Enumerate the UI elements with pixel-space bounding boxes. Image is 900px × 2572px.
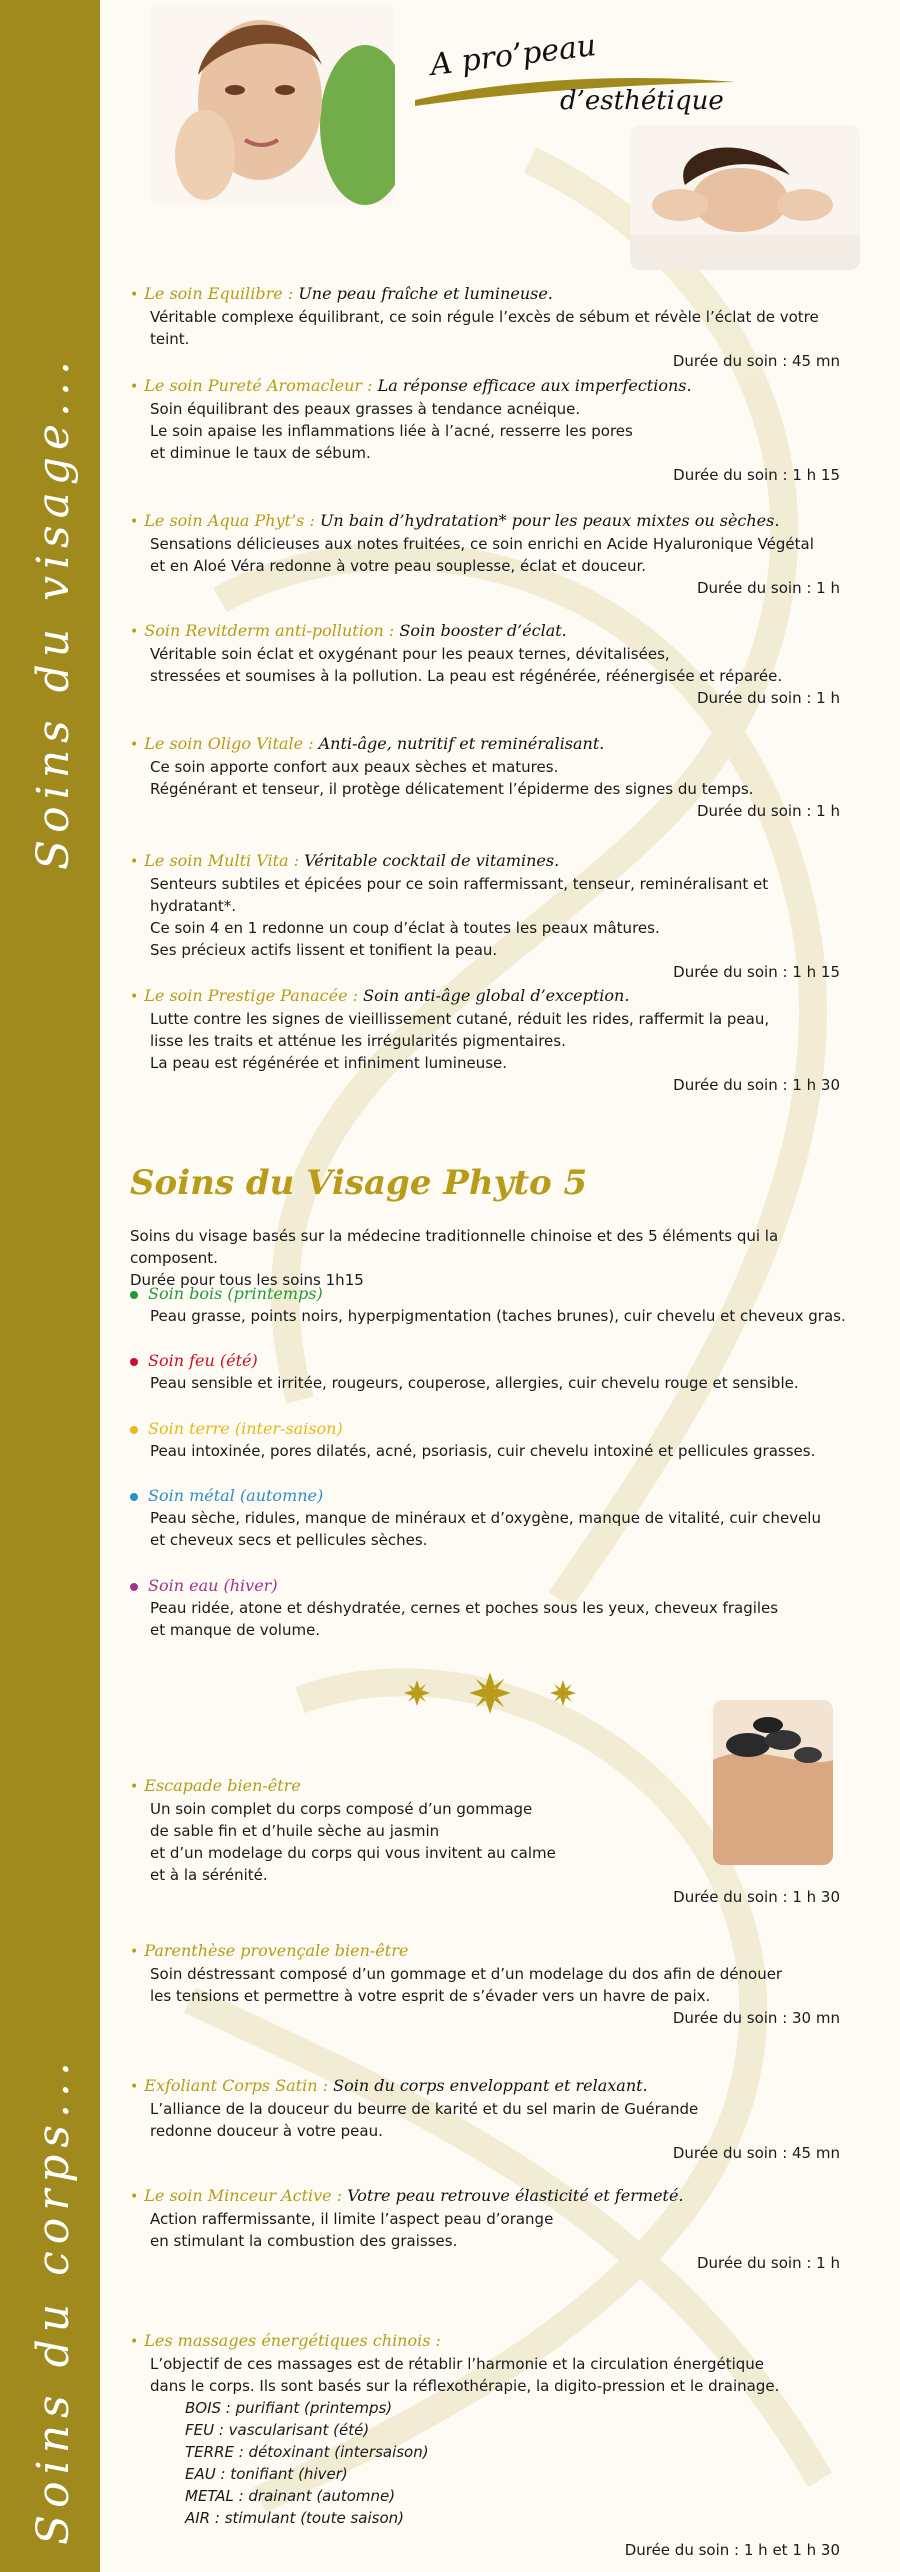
entry-duration: Durée du soin : 1 h 15 <box>673 963 840 981</box>
entry-heading <box>130 510 850 533</box>
bullet-icon: • <box>130 2079 139 2095</box>
entry-heading <box>130 375 850 398</box>
entry-body: Soin équilibrant des peaux grasses à tendance acnéique. Le soin apaise les inflammations liée à l’acné, resserre les pores et diminue le taux de sébum. <box>150 400 633 462</box>
element-heading <box>130 1283 850 1305</box>
entry-duration: Durée du soin : 1 h et 1 h 30 <box>624 2541 840 2559</box>
bullet-dot-icon <box>130 1493 138 1501</box>
element-name: Soin feu (été) <box>148 1351 258 1370</box>
side-title-visage: Soins du visage... <box>28 353 79 870</box>
massage-item: BOIS : purifiant (printemps) <box>185 2399 393 2417</box>
entry-tagline: Un bain d’hydratation* pour les peaux mixtes ou sèches. <box>319 511 780 530</box>
entry-heading <box>130 733 850 756</box>
bullet-icon: • <box>130 1779 139 1795</box>
entry-tagline: La réponse efficace aux imperfections. <box>377 376 692 395</box>
entry-name: Le soin Minceur Active : <box>144 2186 343 2205</box>
entry-heading <box>130 1940 850 1963</box>
entry-duration: Durée du soin : 30 mn <box>672 2009 840 2027</box>
element-body: Peau sensible et irritée, rougeurs, couperose, allergies, cuir chevelu rouge et sensible. <box>150 1374 799 1392</box>
service-entry <box>130 283 850 372</box>
bullet-dot-icon <box>130 1291 138 1299</box>
entry-name: Parenthèse provençale bien-être <box>144 1941 409 1960</box>
entry-body: L’alliance de la douceur du beurre de karité et du sel marin de Guérande redonne douceur à votre peau. <box>150 2100 699 2140</box>
service-entry <box>130 1775 850 1908</box>
element-name: Soin bois (printemps) <box>148 1284 323 1303</box>
face-care-photo <box>150 5 395 205</box>
bullet-icon: • <box>130 2189 139 2205</box>
phyto-title: Soins du Visage Phyto 5 <box>130 1163 588 1203</box>
massage-item: TERRE : détoxinant (intersaison) <box>185 2443 429 2461</box>
entry-name: Le soin Multi Vita : <box>144 851 300 870</box>
phyto-intro: Soins du visage basés sur la médecine traditionnelle chinoise et des 5 éléments qui la composent. Durée pour tous les soins 1h15 <box>130 1227 779 1289</box>
element-heading <box>130 1575 850 1597</box>
entry-body: Lutte contre les signes de vieillissement cutané, réduit les rides, raffermit la peau, lisse les traits et atténue les irrégularités pigmentaires. La peau est régénérée et infiniment lumineuse. <box>150 1010 770 1072</box>
massage-items <box>130 2397 850 2529</box>
entry-tagline: Votre peau retrouve élasticité et fermeté. <box>347 2186 684 2205</box>
entry-name: Le soin Prestige Panacée : <box>144 986 359 1005</box>
service-entry <box>130 620 850 709</box>
entry-tagline: Véritable cocktail de vitamines. <box>304 851 560 870</box>
massage-item: METAL : drainant (automne) <box>185 2487 396 2505</box>
entry-name: Exfoliant Corps Satin : <box>144 2076 329 2095</box>
phyto-element <box>130 1350 850 1394</box>
service-entry <box>130 985 850 1096</box>
entry-duration: Durée du soin : 1 h 30 <box>673 1076 840 1094</box>
bullet-icon: • <box>130 1944 139 1960</box>
entry-duration: Durée du soin : 45 mn <box>672 2144 840 2162</box>
element-heading <box>130 1350 850 1372</box>
entry-name: Le soin Pureté Aromacleur : <box>144 376 373 395</box>
entry-heading <box>130 985 850 1008</box>
entry-body: Véritable soin éclat et oxygénant pour les peaux ternes, dévitalisées, stressées et soumises à la pollution. La peau est régénérée, réénergisée et réparée. <box>150 645 783 685</box>
element-name: Soin eau (hiver) <box>148 1576 278 1595</box>
entry-heading <box>130 2075 850 2098</box>
entry-heading <box>130 283 850 306</box>
entry-duration: Durée du soin : 1 h <box>697 689 840 707</box>
bullet-icon: • <box>130 624 139 640</box>
entry-tagline: Soin anti-âge global d’exception. <box>363 986 630 1005</box>
entry-body: Un soin complet du corps composé d’un gommage de sable fin et d’huile sèche au jasmin et d’un modelage du corps qui vous invitent au calme et à la sérénité. <box>150 1800 556 1884</box>
element-heading <box>130 1485 850 1507</box>
entry-tagline: Soin du corps enveloppant et relaxant. <box>333 2076 648 2095</box>
service-entry <box>130 850 850 983</box>
bullet-icon: • <box>130 287 139 303</box>
bullet-dot-icon <box>130 1583 138 1591</box>
element-body: Peau ridée, atone et déshydratée, cernes et poches sous les yeux, cheveux fragiles et manque de volume. <box>150 1599 779 1639</box>
entry-heading <box>130 1775 850 1798</box>
entry-body: L’objectif de ces massages est de rétablir l’harmonie et la circulation énergétique dans le corps. Ils sont basés sur la réflexothérapie, la digito-pression et le drainage. <box>150 2355 780 2395</box>
relax-massage-photo <box>630 125 860 270</box>
ornament-divider <box>395 1670 585 1716</box>
entry-body: Soin déstressant composé d’un gommage et d’un modelage du dos afin de dénouer les tensions et permettre à votre esprit de s’évader vers un havre de paix. <box>150 1965 783 2005</box>
element-body: Peau sèche, ridules, manque de minéraux et d’oxygène, manque de vitalité, cuir chevelu et cheveux secs et pellicules sèches. <box>150 1509 821 1549</box>
entry-tagline: Anti-âge, nutritif et reminéralisant. <box>318 734 605 753</box>
entry-duration: Durée du soin : 45 mn <box>672 352 840 370</box>
phyto-element <box>130 1418 850 1462</box>
massage-item: AIR : stimulant (toute saison) <box>185 2509 405 2527</box>
service-entry <box>130 2185 850 2274</box>
phyto-element <box>130 1485 850 1551</box>
entry-name: Le soin Oligo Vitale : <box>144 734 314 753</box>
entry-name: Les massages énergétiques chinois : <box>144 2331 441 2350</box>
entry-heading <box>130 620 850 643</box>
entry-body: Véritable complexe équilibrant, ce soin régule l’excès de sébum et révèle l’éclat de votre teint. <box>150 308 819 348</box>
element-name: Soin métal (automne) <box>148 1486 324 1505</box>
service-entry <box>130 733 850 822</box>
entry-tagline: Soin booster d’éclat. <box>399 621 567 640</box>
bullet-icon: • <box>130 989 139 1005</box>
service-entry <box>130 2075 850 2164</box>
entry-body: Senteurs subtiles et épicées pour ce soin raffermissant, tenseur, reminéralisant et hydratant*. Ce soin 4 en 1 redonne un coup d’éclat à toutes les peaux mâtures. Ses précieux actifs lissent et tonifient la peau. <box>150 875 769 959</box>
phyto-element <box>130 1575 850 1641</box>
service-entry <box>130 375 850 486</box>
service-entry <box>130 510 850 599</box>
brand-line-2: d’esthétique <box>560 86 724 116</box>
entry-duration: Durée du soin : 1 h 15 <box>673 466 840 484</box>
bullet-dot-icon <box>130 1426 138 1434</box>
entry-tagline: Une peau fraîche et lumineuse. <box>298 284 553 303</box>
phyto-element <box>130 1283 850 1327</box>
entry-heading <box>130 2185 850 2208</box>
entry-body: Action raffermissante, il limite l’aspect peau d’orange en stimulant la combustion des graisses. <box>150 2210 554 2250</box>
bullet-dot-icon <box>130 1358 138 1366</box>
entry-body: Sensations délicieuses aux notes fruitées, ce soin enrichi en Acide Hyaluronique Végétal et en Aloé Véra redonne à votre peau souplesse, éclat et douceur. <box>150 535 814 575</box>
entry-duration: Durée du soin : 1 h <box>697 802 840 820</box>
side-title-corps: Soins du corps... <box>28 2055 79 2545</box>
bullet-icon: • <box>130 737 139 753</box>
element-body: Peau intoxinée, pores dilatés, acné, psoriasis, cuir chevelu intoxiné et pellicules grasses. <box>150 1442 816 1460</box>
entry-body: Ce soin apporte confort aux peaux sèches et matures. Régénérant et tenseur, il protège délicatement l’épiderme des signes du temps. <box>150 758 754 798</box>
entry-duration: Durée du soin : 1 h <box>697 2254 840 2272</box>
entry-name: Le soin Aqua Phyt’s : <box>144 511 315 530</box>
massage-item: FEU : vascularisant (été) <box>185 2421 370 2439</box>
massages-entry <box>130 2330 850 2561</box>
entry-name: Le soin Equilibre : <box>144 284 294 303</box>
bullet-icon: • <box>130 2334 139 2350</box>
bullet-icon: • <box>130 854 139 870</box>
bullet-icon: • <box>130 379 139 395</box>
brand-line-1: A pro’peau <box>428 27 599 84</box>
entry-name: Escapade bien-être <box>144 1776 301 1795</box>
brand-logo <box>410 27 750 130</box>
element-name: Soin terre (inter-saison) <box>148 1419 343 1438</box>
element-heading <box>130 1418 850 1440</box>
bullet-icon: • <box>130 514 139 530</box>
entry-name: Soin Revitderm anti-pollution : <box>144 621 395 640</box>
massage-item: EAU : tonifiant (hiver) <box>185 2465 348 2483</box>
service-entry <box>130 1940 850 2029</box>
entry-duration: Durée du soin : 1 h <box>697 579 840 597</box>
entry-duration: Durée du soin : 1 h 30 <box>673 1888 840 1906</box>
entry-heading <box>130 850 850 873</box>
element-body: Peau grasse, points noirs, hyperpigmentation (taches brunes), cuir chevelu et cheveux gras. <box>150 1307 846 1325</box>
